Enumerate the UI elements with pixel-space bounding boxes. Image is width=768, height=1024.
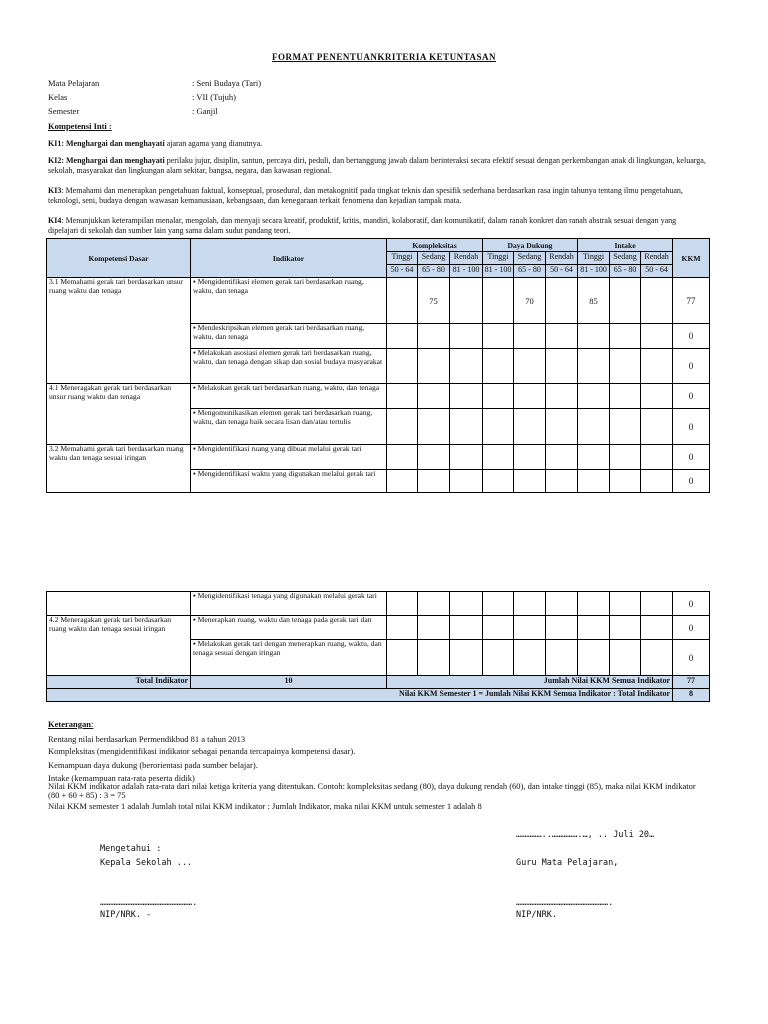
meta-value: : Seni Budaya (Tari)	[192, 78, 262, 88]
ki-text: perilaku jujur, disiplin, santun, percaya diri, peduli, dan bertanggung jawab dalam berinteraksi secara efektif sesuai dengan perkembangan anak di lingkungan, keluarga, sekolah, masyarakat dan lingkungan alam sekitar, bangsa, negara, dan kawasan regional.	[48, 156, 706, 175]
score-cell	[450, 470, 483, 493]
score-cell	[418, 349, 450, 384]
score-cell	[546, 349, 578, 384]
score-cell	[546, 445, 578, 470]
meta-value: : VII (Tujuh)	[192, 92, 236, 102]
score-cell	[610, 324, 641, 349]
sub-label-cell: Tinggi	[483, 252, 514, 265]
sub-label-cell: Sedang	[418, 252, 450, 265]
table-row	[47, 278, 710, 324]
score-cell	[514, 616, 546, 640]
score-cell	[387, 384, 418, 409]
meta-mata-pelajaran	[48, 78, 261, 88]
guru-mata-pelajaran-label: Guru Mata Pelajaran,	[516, 858, 619, 868]
score-cell	[546, 616, 578, 640]
kkm-value-cell: 0	[673, 640, 710, 676]
kkm-value-cell: 0	[673, 616, 710, 640]
score-cell	[483, 409, 514, 445]
sub-label-cell: Tinggi	[578, 252, 610, 265]
score-cell	[578, 324, 610, 349]
ki-3	[48, 186, 708, 205]
indikator-cell: ▪ Melakukan gerak tari berdasarkan ruang, waktu, dan tenaga	[191, 384, 387, 409]
table-row	[47, 592, 710, 616]
score-cell	[483, 445, 514, 470]
score-cell	[483, 616, 514, 640]
score-cell	[387, 592, 418, 616]
ki-code: KI2	[48, 156, 62, 165]
score-cell	[641, 349, 673, 384]
score-cell	[546, 592, 578, 616]
kepala-sekolah-label: Kepala Sekolah ...	[100, 858, 193, 868]
score-cell	[610, 640, 641, 676]
kkm-table-part-2	[46, 591, 710, 702]
score-cell	[546, 324, 578, 349]
ki-text: : Menunjukkan keterampilan menalar, mengolah, dan menyaji secara kreatif, produktif, kritis, mandiri, kolaboratif, dan komunikatif, dalam ranah konkret dan ranah abstrak sesuai dengan yang dipelajari di sekolah dan sumber lain yang sama dalam sudut pandang teori.	[48, 216, 677, 235]
score-cell: 70	[514, 278, 546, 324]
score-cell	[641, 278, 673, 324]
sub-range-cell: 81 - 100	[578, 265, 610, 278]
score-cell	[450, 616, 483, 640]
indikator-cell: ▪ Melakukan gerak tari dengan menerapkan ruang, waktu, dan tenaga sesuai dengan iringan	[191, 640, 387, 676]
jumlah-kkm-label: Jumlah Nilai KKM Semua Indikator	[387, 676, 673, 689]
sub-range-cell: 65 - 80	[610, 265, 641, 278]
ki-code: KI1	[48, 139, 62, 148]
score-cell	[483, 470, 514, 493]
sub-label-cell: Rendah	[641, 252, 673, 265]
kompetensi-dasar-cell: 3.2 Memahami gerak tari berdasarkan ruang waktu dan tenaga sesuai iringan	[47, 445, 191, 493]
indikator-cell: ▪ Mendeskripsikan elemen gerak tari berdasarkan ruang, waktu, dan tenaga	[191, 324, 387, 349]
sub-range-cell: 50 - 64	[641, 265, 673, 278]
meta-semester	[48, 106, 218, 116]
kkm-table-part-1	[46, 238, 710, 493]
header-kkm: KKM	[673, 239, 710, 278]
indikator-cell: ▪ Mengidentifikasi waktu yang digunakan melalui gerak tari	[191, 470, 387, 493]
score-cell	[514, 324, 546, 349]
score-cell	[387, 349, 418, 384]
keterangan-line-3: Kemampuan daya dukung (berorientasi pada sumber belajar).	[48, 760, 258, 770]
kkm-value-cell: 0	[673, 470, 710, 493]
ki-lead: : Menghargai dan menghayati	[61, 139, 165, 148]
kompetensi-dasar-cell: 3.1 Memahami gerak tari berdasarkan unsur ruang waktu dan tenaga	[47, 278, 191, 384]
score-cell	[578, 445, 610, 470]
score-cell	[610, 384, 641, 409]
score-cell	[514, 409, 546, 445]
score-cell	[546, 409, 578, 445]
ki-1	[48, 139, 708, 149]
score-cell	[514, 470, 546, 493]
score-cell	[578, 616, 610, 640]
score-cell	[610, 409, 641, 445]
score-cell	[514, 592, 546, 616]
score-cell	[546, 384, 578, 409]
score-cell	[418, 445, 450, 470]
header-intake: Intake	[578, 239, 673, 252]
score-cell	[578, 640, 610, 676]
score-cell	[450, 445, 483, 470]
score-cell	[514, 349, 546, 384]
sub-range-cell: 81 - 100	[483, 265, 514, 278]
score-cell	[450, 384, 483, 409]
meta-key: Semester	[48, 106, 80, 116]
score-cell	[483, 592, 514, 616]
score-cell	[578, 592, 610, 616]
score-cell	[418, 470, 450, 493]
score-cell	[578, 470, 610, 493]
ki-text: : Memahami dan menerapkan pengetahuan faktual, konseptual, prosedural, dan metakognitif pada tingkat teknis dan spesifik sederhana berdasarkan rasa ingin tahunya tentang ilmu pengetahuan, teknologi, seni, budaya dengan wawasan kemanusiaan, kebangsaan, dan kenegaraan terkait fenomena dan kejadian tampak mata.	[48, 186, 683, 205]
score-cell	[483, 349, 514, 384]
sub-label-cell: Sedang	[514, 252, 546, 265]
table-row	[47, 616, 710, 640]
indikator-cell: ▪ Mengomunikasikan elemen gerak tari berdasarkan ruang, waktu, dan tenaga baik secara lisan dan/atau tertulis	[191, 409, 387, 445]
score-cell	[641, 384, 673, 409]
score-cell	[641, 592, 673, 616]
ki-text: ajaran agama yang dianutnya.	[164, 139, 263, 148]
kompetensi-dasar-cell	[47, 592, 191, 616]
score-cell	[418, 616, 450, 640]
score-cell	[450, 278, 483, 324]
keterangan-label-text: Keterangan	[48, 719, 91, 729]
score-cell: 85	[578, 278, 610, 324]
score-cell	[610, 470, 641, 493]
score-cell	[483, 384, 514, 409]
score-cell	[641, 616, 673, 640]
score-cell	[641, 445, 673, 470]
score-cell	[450, 324, 483, 349]
score-cell	[387, 409, 418, 445]
nilai-kkm-semester-row	[47, 689, 710, 702]
kkm-value-cell: 0	[673, 409, 710, 445]
kompetensi-dasar-cell: 4.2 Meneragakan gerak tari berdasarkan ruang waktu dan tenaga sesuai iringan	[47, 616, 191, 676]
score-cell	[641, 409, 673, 445]
score-cell	[450, 409, 483, 445]
score-cell	[418, 640, 450, 676]
meta-kelas	[48, 92, 236, 102]
score-cell	[418, 409, 450, 445]
table-body-part-2	[47, 592, 710, 676]
header-kompleksitas: Kompleksitas	[387, 239, 483, 252]
total-indikator-row	[47, 676, 710, 689]
indikator-cell: ▪ Mengidentifikasi tenaga yang digunakan melalui gerak tari	[191, 592, 387, 616]
score-cell	[514, 445, 546, 470]
document-title: FORMAT PENENTUANKRITERIA KETUNTASAN	[271, 52, 497, 62]
ki-4	[48, 216, 708, 235]
ki-lead: : Menghargai dan menghayati	[61, 156, 165, 165]
keterangan-line-5: Nilai KKM indikator adalah rata-rata dari nilai ketiga kriteria yang ditentukan. Contoh: kompleksitas sedang (80), daya dukung rendah (60), dan intake tinggi (85), maka nilai KKM indikator (80 + 60 + 85) : 3 = 75	[48, 781, 696, 800]
indikator-cell: ▪ Melakukan asosiasi elemen gerak tari berdasarkan ruang, waktu, dan tenaga dengan sikap dan sosial budaya masyarakat	[191, 349, 387, 384]
sub-label-cell: Rendah	[546, 252, 578, 265]
score-cell	[418, 324, 450, 349]
nilai-kkm-semester-label: Nilai KKM Semester 1 = Jumlah Nilai KKM Semua Indikator : Total Indikator	[47, 689, 673, 702]
jumlah-kkm-value: 77	[673, 676, 710, 689]
score-cell	[610, 445, 641, 470]
score-cell	[418, 592, 450, 616]
total-indikator-value: 10	[191, 676, 387, 689]
table-body-part-1	[47, 278, 710, 493]
indikator-cell: ▪ Mengidentifikasi elemen gerak tari berdasarkan ruang, waktu, dan tenaga	[191, 278, 387, 324]
indikator-cell: ▪ Menerapkan ruang, waktu dan tenaga pada gerak tari dan	[191, 616, 387, 640]
score-cell	[450, 640, 483, 676]
score-cell	[483, 640, 514, 676]
header-daya-dukung: Daya Dukung	[483, 239, 578, 252]
total-indikator-label: Total Indikator	[47, 676, 191, 689]
table-row	[47, 445, 710, 470]
score-cell: 75	[418, 278, 450, 324]
indikator-cell: ▪ Mengidentifikasi ruang yang dibuat melalui gerak tari	[191, 445, 387, 470]
nilai-kkm-semester-value: 8	[673, 689, 710, 702]
kompetensi-dasar-cell: 4.1 Meneragakan gerak tari berdasarkan unsur ruang waktu dan tenaga	[47, 384, 191, 445]
signature-line-left: ……………………………………………….	[100, 898, 198, 908]
score-cell	[514, 384, 546, 409]
score-cell	[610, 349, 641, 384]
ki-code: KI3	[48, 186, 62, 195]
score-cell	[387, 616, 418, 640]
date-line: ……………..…………….…, .. Juli 20…	[516, 830, 655, 840]
sub-label-cell: Sedang	[610, 252, 641, 265]
ki-code: KI4	[48, 216, 62, 225]
sub-label-cell: Tinggi	[387, 252, 418, 265]
score-cell	[387, 470, 418, 493]
score-cell	[514, 640, 546, 676]
kkm-value-cell: 0	[673, 445, 710, 470]
score-cell	[450, 592, 483, 616]
score-cell	[610, 616, 641, 640]
kkm-value-cell: 0	[673, 324, 710, 349]
score-cell	[546, 640, 578, 676]
header-indikator: Indikator	[191, 239, 387, 278]
score-cell	[483, 324, 514, 349]
score-cell	[546, 470, 578, 493]
score-cell	[387, 445, 418, 470]
score-cell	[610, 592, 641, 616]
score-cell	[641, 324, 673, 349]
score-cell	[546, 278, 578, 324]
nip-left: NIP/NRK. -	[100, 910, 152, 920]
sub-range-cell: 50 - 64	[387, 265, 418, 278]
score-cell	[483, 278, 514, 324]
signature-line-right: ……………………………………………….	[516, 898, 614, 908]
score-cell	[418, 384, 450, 409]
sub-range-cell: 65 - 80	[418, 265, 450, 278]
score-cell	[387, 278, 418, 324]
meta-key: Kelas	[48, 92, 68, 102]
keterangan-line-6: Nilai KKM semester 1 adalah Jumlah total nilai KKM indikator : Jumlah Indikator, maka nilai KKM untuk semester 1 adalah 8	[48, 801, 482, 811]
nip-right: NIP/NRK.	[516, 910, 557, 920]
sub-label-cell: Rendah	[450, 252, 483, 265]
sub-range-cell: 65 - 80	[514, 265, 546, 278]
score-cell	[578, 349, 610, 384]
ki-2	[48, 156, 708, 175]
sub-range-cell: 50 - 64	[546, 265, 578, 278]
keterangan-line-1: Rentang nilai berdasarkan Permendikbud 81 a tahun 2013	[48, 734, 246, 744]
sub-range-cell: 81 - 100	[450, 265, 483, 278]
score-cell	[578, 409, 610, 445]
score-cell	[387, 640, 418, 676]
score-cell	[641, 640, 673, 676]
score-cell	[578, 384, 610, 409]
meta-value: : Ganjil	[192, 106, 218, 116]
kkm-value-cell: 0	[673, 592, 710, 616]
score-cell	[610, 278, 641, 324]
kompetensi-inti-label: Kompetensi Inti :	[48, 121, 112, 131]
keterangan-label: Keterangan:	[48, 719, 94, 729]
kkm-value-cell: 77	[673, 278, 710, 324]
score-cell	[641, 470, 673, 493]
mengetahui-label: Mengetahui :	[100, 844, 162, 854]
meta-key: Mata Pelajaran	[48, 78, 100, 88]
keterangan-line-4: Intake (kemampuan rata-rata peserta didik)	[48, 773, 195, 783]
score-cell	[450, 349, 483, 384]
kkm-value-cell: 0	[673, 384, 710, 409]
score-cell	[387, 324, 418, 349]
table-row	[47, 384, 710, 409]
keterangan-line-2: Kompleksitas (mengidentifikasi indikator sebagai penanda tercapainya kompetensi dasar).	[48, 746, 356, 756]
header-kompetensi-dasar: Kompetensi Dasar	[47, 239, 191, 278]
kkm-value-cell: 0	[673, 349, 710, 384]
